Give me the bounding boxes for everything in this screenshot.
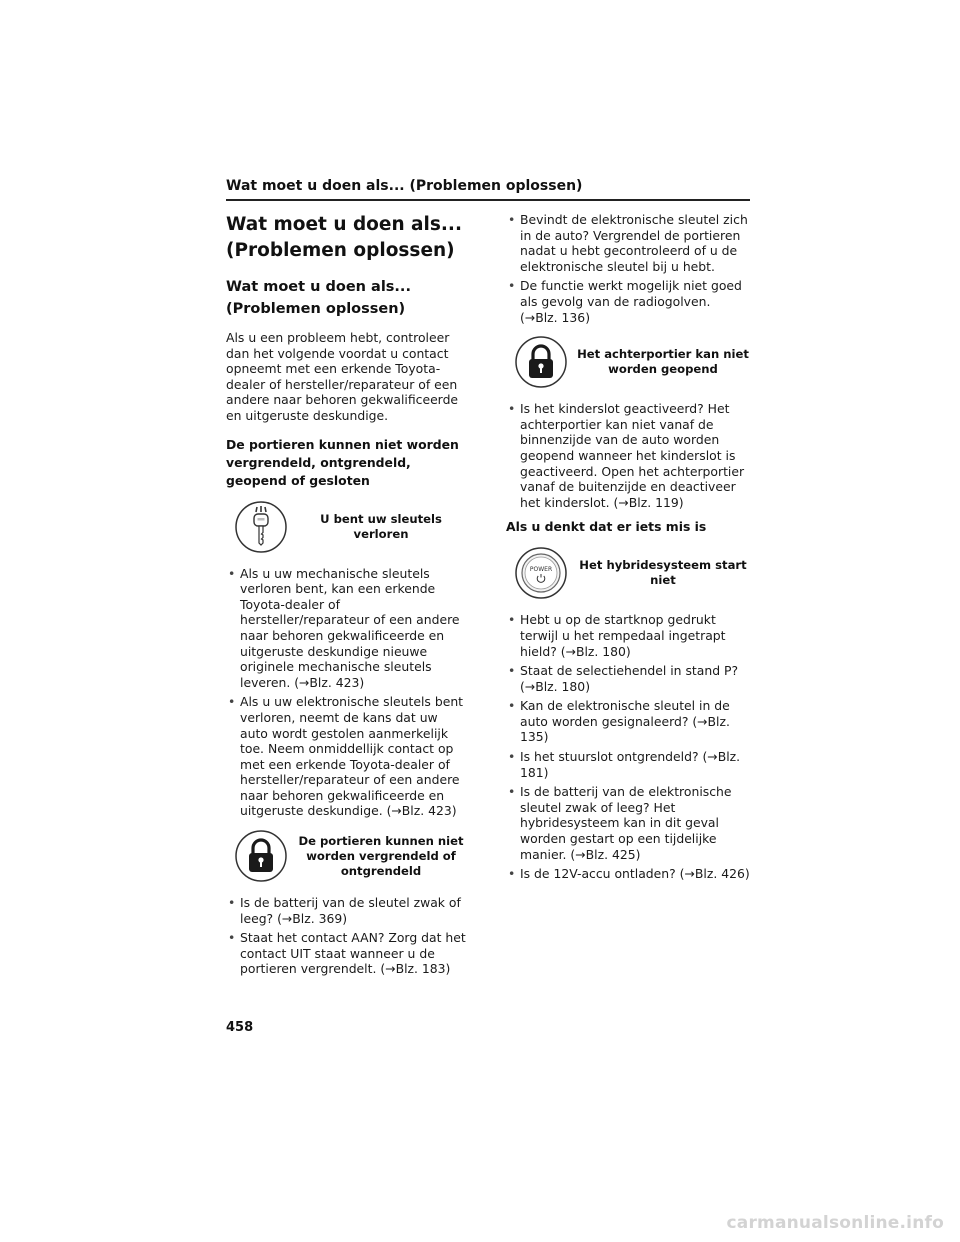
watermark: carmanualsonline.info [726, 1213, 944, 1233]
header-rule [226, 199, 750, 201]
list-item: • Is de batterij van de sleutel zwak of leeg? (→Blz. 369) [226, 895, 466, 926]
list-item: • Is de batterij van de elektronische sleutel zwak of leeg? Het hybridesysteem kan in dit geval worden gestart op een tijdelijke manier. (→Blz. 425) [506, 784, 750, 862]
problem-hybrid-start [506, 546, 750, 600]
problem-label: U bent uw sleutels verloren [320, 511, 442, 541]
list-item: • Als u uw mechanische sleutels verloren bent, kan een erkende Toyota-dealer of hersteller/reparateur of een andere naar behoren gekwalificeerde en uitgeruste deskundige nieuwe originele mechanische sleutels leveren. (→Blz. 423) [226, 566, 466, 691]
list-item: • Is het stuurslot ontgrendeld? (→Blz. 181) [506, 749, 750, 780]
page-number: 458 [226, 1020, 254, 1035]
bullet-list-rear-door [506, 401, 750, 510]
list-item: • Is de 12V-accu ontladen? (→Blz. 426) [506, 866, 750, 882]
list-item: • Staat het contact AAN? Zorg dat het contact UIT staat wanneer u de portieren vergrendelt. (→Blz. 183) [226, 930, 466, 977]
right-column [506, 212, 750, 886]
sub-title [226, 276, 466, 320]
power-button-text: POWER [529, 566, 553, 574]
problem-label: De portieren kunnen niet worden vergrendeld of ontgrendeld [298, 833, 464, 878]
key-icon [234, 500, 288, 554]
list-item: • Hebt u op de startknop gedrukt terwijl u het rempedaal ingetrapt hield? (→Blz. 180) [506, 612, 750, 659]
padlock-icon [234, 829, 288, 883]
section-title-line1: Wat moet u doen als... [226, 214, 462, 235]
left-column [226, 212, 466, 981]
bullet-list-doors-lock [226, 895, 466, 977]
list-item: • Is het kinderslot geactiveerd? Het achterportier kan niet vanaf de binnenzijde van de auto worden geopend wanneer het kinderslot is geactiveerd. Open het achterportier vanaf de buitenzijde en deactiveer het kinderslot. (→Blz. 119) [506, 401, 750, 510]
category-wrong-heading: Als u denkt dat er iets mis is [506, 519, 707, 535]
problem-label: Het hybridesysteem start niet [579, 558, 747, 588]
section-title [226, 212, 466, 264]
intro-paragraph: Als u een probleem hebt, controleer dan het volgende voordat u contact opneemt met een erkende Toyota-dealer of hersteller/reparateur of een andere naar behoren gekwalificeerde en uitgeruste deskundige. [226, 330, 459, 423]
section-title-line2: (Problemen oplossen) [226, 240, 455, 261]
sub-title-line2: (Problemen oplossen) [226, 301, 406, 317]
bullet-list-hybrid [506, 612, 750, 882]
bullet-list-doors-lock-cont [506, 212, 750, 325]
list-item: • Kan de elektronische sleutel in de auto worden gesignaleerd? (→Blz. 135) [506, 698, 750, 745]
list-item: • Staat de selectiehendel in stand P? (→Blz. 180) [506, 663, 750, 694]
bullet-list-lost-keys [226, 566, 466, 820]
power-button-icon [514, 546, 568, 600]
running-head: Wat moet u doen als... (Problemen oplossen) [226, 178, 583, 194]
list-item: • Als u uw elektronische sleutels bent verloren, neemt de kans dat uw auto wordt gestolen aanmerkelijk toe. Neem onmiddellijk contact op met een erkende Toyota-dealer of hersteller/reparateur of een andere naar behoren gekwalificeerde en uitgeruste deskundige. (→Blz. 423) [226, 694, 466, 819]
problem-rear-door [506, 335, 750, 389]
category-doors-heading: De portieren kunnen niet worden vergrendeld, ontgrendeld, geopend of gesloten [226, 436, 459, 488]
problem-label: Het achterportier kan niet worden geopend [577, 347, 749, 377]
list-item: • De functie werkt mogelijk niet goed als gevolg van de radiogolven. (→Blz. 136) [506, 278, 750, 325]
padlock-icon [514, 335, 568, 389]
problem-lost-keys [226, 500, 466, 554]
sub-title-line1: Wat moet u doen als... [226, 279, 411, 295]
list-item: • Bevindt de elektronische sleutel zich in de auto? Vergrendel de portieren nadat u hebt gecontroleerd of u de elektronische sleutel bij u hebt. [506, 212, 750, 274]
problem-doors-lock [226, 829, 466, 883]
